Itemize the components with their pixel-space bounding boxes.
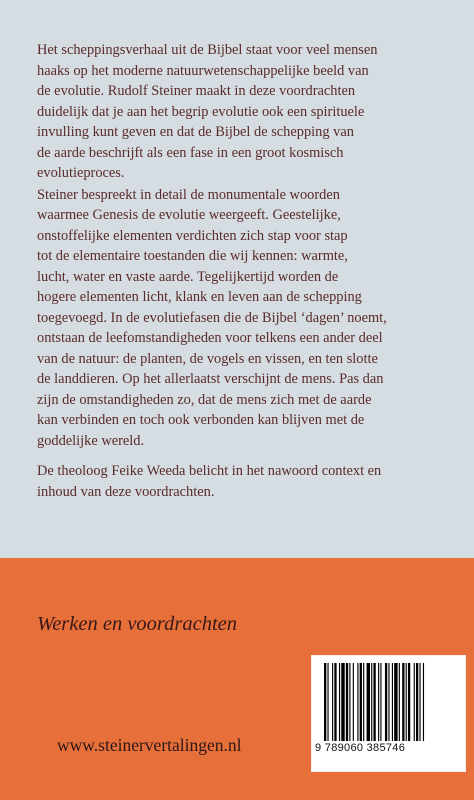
barcode-bar: [324, 663, 326, 741]
series-title: Werken en voordrachten: [37, 613, 238, 635]
website-url: www.steinervertalingen.nl: [57, 735, 242, 755]
barcode-bar: [378, 663, 379, 741]
barcode-bar: [416, 663, 418, 741]
blurb-paragraph-3: De theoloog Feike Weeda belicht in het nawoord context en inhoud van deze voordrachten.: [37, 463, 382, 500]
barcode-bar: [419, 663, 420, 741]
blurb-paragraph-2: Steiner bespreekt in detail de monumentale woorden waarmee Genesis de evolutie weergeeft. Geestelijke, onstoffelijke elementen verdichten zich stap voor stap tot de elementaire toestanden die wij kennen: warmte, lucht, water en vaste aarde. Tegelijkertijd worden de hogere elementen licht, klank en leven aan de schepping toegevoegd. In de evolutiefasen die de Bijbel ‘dagen’ noemt, ontstaan de leefomstandigheden voor telkens een ander deel van de natuur: de planten, de vogels en vissen, en ten slotte de landdieren. Op het allerlaatst verschijnt de mens. Pas dan zijn de omstandigheden zo, dat de mens zich met de aarde kan verbinden en toch ook verbonden kan blijven met de goddelijke wereld.: [37, 186, 387, 449]
isbn-barcode: [311, 655, 466, 772]
barcode-bar: [360, 663, 362, 741]
barcode-bar: [373, 663, 375, 741]
isbn-number: 9 789060 385746: [315, 742, 406, 754]
barcode-bar: [380, 663, 381, 741]
barcode-bar: [327, 663, 328, 741]
barcode-bars: [322, 663, 455, 741]
barcode-bar: [399, 663, 400, 741]
barcode-bar: [388, 663, 389, 741]
back-cover-blurb: [37, 40, 447, 502]
barcode-bar: [371, 663, 372, 741]
blurb-paragraph-1: Het scheppingsverhaal uit de Bijbel staat voor veel mensen haaks op het moderne natuurwetenschappelijke beeld van de evolutie. Rudolf Steiner maakt in deze voordrachten duidelijk dat je aan het begrip evolutie ook een spirituele invulling kunt geven en dat de Bijbel de schepping van de aarde beschrijft als een fase in een groot kosmisch evolutieproces.: [37, 42, 378, 181]
barcode-bar: [339, 663, 340, 741]
barcode-bar: [394, 663, 397, 741]
barcode-bar: [406, 663, 407, 741]
barcode-bar: [332, 663, 333, 741]
barcode-bar: [349, 663, 350, 741]
barcode-bar: [367, 663, 370, 741]
barcode-bar: [392, 663, 393, 741]
barcode-bar: [363, 663, 364, 741]
barcode-bar: [402, 663, 404, 741]
barcode-bar: [385, 663, 387, 741]
barcode-bar: [353, 663, 354, 741]
barcode-bar: [414, 663, 415, 741]
barcode-bar: [334, 663, 336, 741]
barcode-bar: [357, 663, 358, 741]
barcode-bar: [423, 663, 424, 741]
barcode-bar: [341, 663, 344, 741]
barcode-bar: [346, 663, 348, 741]
barcode-bar: [408, 663, 410, 741]
